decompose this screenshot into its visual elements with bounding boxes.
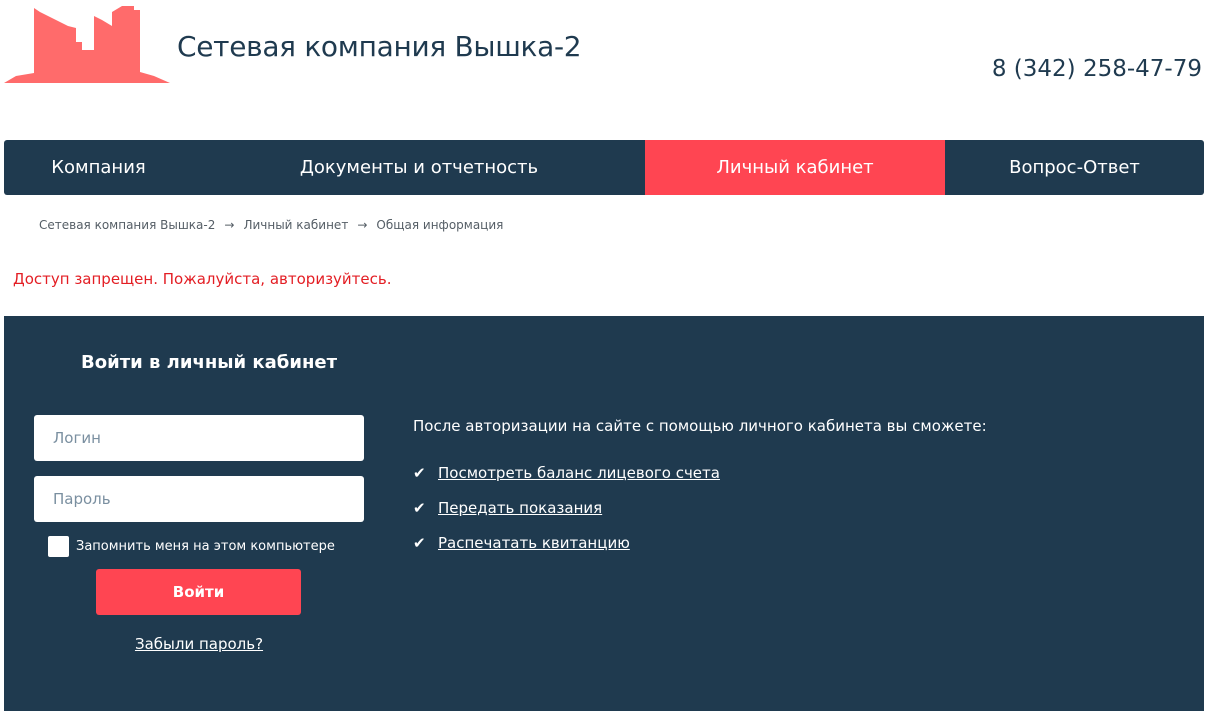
login-title: Войти в личный кабинет bbox=[81, 352, 338, 373]
breadcrumb-separator: → bbox=[224, 218, 235, 232]
print-receipt-link[interactable]: Распечатать квитанцию bbox=[438, 533, 630, 552]
phone-number[interactable]: 8 (342) 258-47-79 bbox=[991, 56, 1202, 82]
breadcrumb-home[interactable]: Сетевая компания Вышка-2 bbox=[39, 218, 216, 232]
nav-item-faq[interactable]: Вопрос-Ответ bbox=[1009, 157, 1140, 178]
nav-item-account[interactable]: Личный кабинет bbox=[645, 140, 945, 195]
nav-item-company[interactable]: Компания bbox=[51, 157, 146, 178]
password-input[interactable] bbox=[34, 476, 364, 522]
site-header bbox=[0, 0, 1216, 140]
main-nav bbox=[4, 140, 1204, 195]
checkmark-icon: ✔ bbox=[413, 463, 426, 482]
login-button[interactable]: Войти bbox=[96, 569, 301, 615]
nav-item-documents[interactable]: Документы и отчетность bbox=[299, 157, 539, 178]
breadcrumb-current: Общая информация bbox=[376, 218, 504, 232]
remember-me[interactable] bbox=[48, 536, 335, 557]
remember-label: Запомнить меня на этом компьютере bbox=[76, 539, 335, 554]
submit-readings-link[interactable]: Передать показания bbox=[438, 498, 603, 517]
checkmark-icon: ✔ bbox=[413, 533, 426, 552]
list-item bbox=[413, 490, 720, 525]
forgot-password-link[interactable]: Забыли пароль? bbox=[134, 635, 264, 653]
site-name: Сетевая компания Вышка-2 bbox=[177, 30, 582, 63]
login-input[interactable] bbox=[34, 415, 364, 461]
list-item bbox=[413, 455, 720, 490]
access-denied-message: Доступ запрещен. Пожалуйста, авторизуйтесь. bbox=[13, 270, 392, 288]
benefits-intro: После авторизации на сайте с помощью личного кабинета вы сможете: bbox=[413, 417, 987, 435]
buildings-logo-icon[interactable] bbox=[4, 6, 170, 84]
login-panel bbox=[4, 316, 1204, 711]
checkmark-icon: ✔ bbox=[413, 498, 426, 517]
breadcrumb-separator: → bbox=[357, 218, 368, 232]
benefits-list bbox=[413, 455, 720, 560]
view-balance-link[interactable]: Посмотреть баланс лицевого счета bbox=[438, 463, 720, 482]
breadcrumb-account[interactable]: Личный кабинет bbox=[243, 218, 349, 232]
breadcrumb bbox=[39, 218, 503, 232]
list-item bbox=[413, 525, 720, 560]
remember-checkbox[interactable] bbox=[48, 536, 69, 557]
